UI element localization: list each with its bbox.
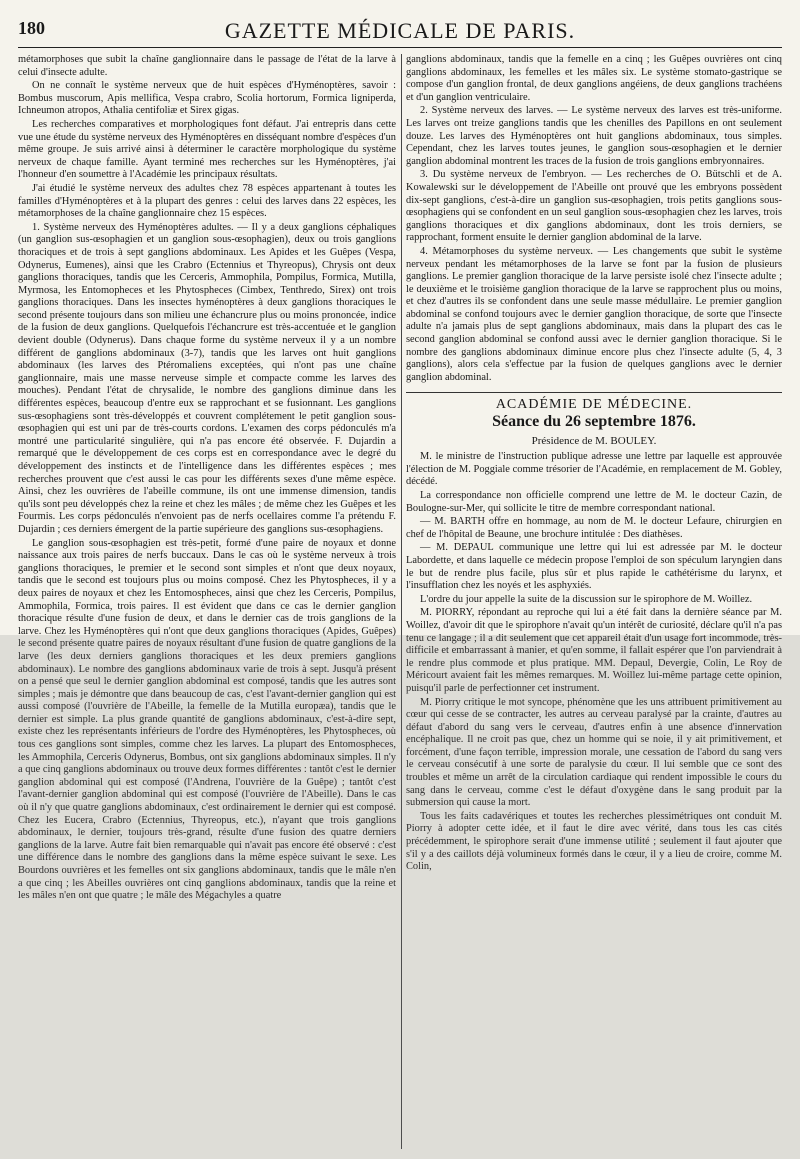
- paragraph: — M. DEPAUL communique une lettre qui lui est adressée par M. le docteur Labordette, et dans laquelle ce médecin propose l'emploi de son spéculum laryngien dans le but de rendre plus facile, plus sûr et plus rapide le cathétérisme du larynx, et l'insufflation chez les noyés et les asphyxiés.: [406, 542, 782, 592]
- column-divider: [401, 54, 402, 1149]
- paragraph: — M. BARTH offre en hommage, au nom de M. le docteur Lefaure, chirurgien en chef de l'hôpital de Beaune, une brochure intitulée : Des diathèses.: [406, 516, 782, 540]
- paragraph: ganglions abdominaux, tandis que la femelle en a cinq ; les Guêpes ouvrières ont cinq ganglions abdominaux, les femelles et les mâles six. Le système stomato-gastrique se compose d'un ganglion frontal, de deux ganglions angéiens, de deux ganglions trachéens et d'un ganglion ventriculaire.: [406, 54, 782, 103]
- paragraph: Le ganglion sous-œsophagien est très-petit, formé d'une paire de noyaux et donne naissance aux trois paires de nerfs buccaux. Dans le cas où le système nerveux à trois ganglions thoraciques, le premier et le second sont simples et n'ont que deux noyaux, tandis que le second est toujours plus ou moins composé. Chez les Phytospheces, il y a deux paires de noyaux et chez les Entomospheces, ainsi que chez les Cerceris, Pompilus, Ammophila, Formica, trois paires. Il est évident que dans ce cas le dernier ganglion thoracique résulte d'une fusion de deux, et dans le dernier cas de trois ganglions de la larve. Chez les Hyménoptères qui n'ont que deux ganglions thoraciques (Apides, Guêpes) le second présente quatre paires de noyaux résultant d'une fusion de quatre ganglions de la larve (les deux derniers ganglions thoraciques et les deux premiers ganglions abdominaux). Le nombre des ganglions abdominaux varie de trois à sept. Jusqu'à présent on a pensé que seul le dernier ganglion abdominal est composé, tandis que les autres sont simples ; mais je démontre que dans beaucoup de cas, c'est l'avant-dernier ganglion qui est aussi composé (l'ouvrière de l'Abeille, la femelle de la Mutilla europæa), tandis que le dernier est simple. La plus grande quantité de ganglions abdominaux, c'est-à-dire sept, existe chez les représentants inférieurs de l'ordre des Hyménoptères, les Phytospheces, où tous ces ganglions sont simples, comme chez les larves. La plupart des Entomospheces, les Ammophila, Cerceris Odynerus, Bombus, ont six ganglions abdominaux simples. Il n'y a que cinq ganglions abdominaux ou trouve deux formes différentes : tantôt c'est le dernier ganglion abdominal qui est composé (l'Andrena, l'ouvrière de la Guêpe) ; tantôt c'est l'avant-dernier ganglion abdominal qui est composé (l'ouvrière de l'Abeille). Dans le cas où il n'y que quatre ganglions abdominaux, c'est ordinairement le dernier qui est composé. Chez les Eucera, Crabro (Ectennius, Thyreopus, etc.), n'ayant que trois ganglions abdominaux, le dernier, toujours très-grand, résulte d'une fusion des quatre derniers ganglions de la larve. Autre fait bien remarquable qui n'avait pas encore été observé : c'est une différence dans le nombre des ganglions dans la même espèce suivant le sexe. Les Bourdons ouvrières et les femelles ont six ganglions abdominaux, tandis que le mâle n'en a que cinq ; les Abeilles ouvrières ont cinq ganglions abdominaux, tandis que la reine et les mâles n'en ont que quatre ; le mâle des Mégachyles a quatre: [18, 537, 396, 902]
- article-columns: [18, 54, 782, 1149]
- paragraph: 4. Métamorphoses du système nerveux. — Les changements que subit le système nerveux pendant les métamorphoses de la larve se font par la fusion de plusieurs ganglions. Le premier ganglion thoracique de la larve persiste isolé chez l'insecte adulte ; le deuxième et le troisième ganglion thoracique de la larve se rapprochent plus ou moins, et chez d'autres ils se confondent dans une seule masse médullaire. Le premier ganglion abdominal se confond toujours avec le dernier ganglion thoracique, de sorte que l'insecte adulte n'a jamais plus de sept ganglions abdominaux, mais dans la plupart des cas le second ganglion abdominal se confond aussi avec le dernier ganglion thoracique. Si le nombre des ganglions abdominaux diminue encore plus chez l'insecte adulte (5, 4, 3 ganglions), alors cela s'effectue par la fusion de quelques ganglions avec le dernier ganglion abdominal.: [406, 245, 782, 383]
- paragraph: L'ordre du jour appelle la suite de la discussion sur le spirophore de M. Woillez.: [420, 593, 753, 605]
- paragraph: 1. Système nerveux des Hyménoptères adultes. — Il y a deux ganglions céphaliques (un ganglion sus-œsophagien et un ganglion sous-œsophagien), deux ou trois ganglions thoraciques et de trois à sept ganglions abdominaux. Les Apides et les Guêpes (Vespa, Odynerus, Eumenes), ainsi que les Crabro (Ectennius et Thyreopus), Chrysis ont deux ganglions thoraciques, tandis que les Cerceris, Ammophila, Pompilus, Formica, Mutilla, Myrmosa, les Entomopheces et les Phytospheces (Cimbex, Tenthredo, Sirex) ont trois ganglions thoraciques. Dans les insectes hyménoptères à deux ganglions thoraciques le second présente toujours dans son milieu une échancrure plus ou moins prononcée, indice de la fusion de deux ganglions. Quelquefois l'échancrure est très-accentuée et le ganglion devient double (Odynerus). Dans chaque forme du système nerveux il y a un nombre différent de ganglions abdominaux (3-7), tandis que les larves ont huit ganglions abdominaux (les larves des Ptéromaliens exceptées, qui n'ont pas une chaîne ganglionnaire, mais une masse nerveuse simple et compacte comme les larves des mouches). Pendant l'état de chrysalide, le nombre des ganglions diminue dans les différentes espèces, beaucoup d'entre eux se rapprochant et se fusionnant. Les ganglions sus-œsophagiens sont très-développés et couvrent complétement le petit ganglion sous-œsophagien qui est uni par de très-courts cordons. L'examen des corps pédonculés m'a montré une particularité singulière, qui n'a pas encore été observée. F. Dujardin a remarqué que le développement de ces corps est en correspondance avec le degré du développement des instincts et de l'intelligence dans les différentes espèces ; mes recherches prouvent que c'est aussi le cas pour les différents sexes d'une même espèce. Ainsi, chez les ouvrières de l'abeille commune, ils ont une immense dimension, tandis qu'ils sont peu développés chez la reine et chez les mâles ; de même chez les Guêpes et les Fourmis. Les corps pédonculés n'envoient pas de nerfs ocellaires comme l'a prétendu F. Dujardin ; ces derniers émergent de la partie supérieure des ganglions sus-œsophagiens.: [18, 221, 396, 535]
- seance-heading: Séance du 26 septembre 1876.: [492, 413, 696, 431]
- paragraph: On ne connaît le système nerveux que de huit espèces d'Hyménoptères, savoir : Bombus muscorum, Apis mellifica, Vespa crabro, Scolia hortorum, Formica ligniperda, Ichneumon atropos, Athalia centifoliæ et Sirex gigas.: [18, 80, 396, 117]
- paragraph: J'ai étudié le système nerveux des adultes chez 78 espèces appartenant à toutes les familles d'Hyménoptères et à la plupart des genres : celui des larves dans 22 espèces, les métamorphoses de la chaîne ganglionnaire chez 15 espèces.: [18, 182, 396, 220]
- gazette-title: GAZETTE MÉDICALE DE PARIS.: [224, 18, 576, 43]
- presidence-line: Présidence de M. BOULEY.: [531, 434, 657, 447]
- paragraph: 3. Du système nerveux de l'embryon. — Les recherches de O. Bütschli et de A. Kowalewski sur le développement de l'Abeille ont prouvé que les embryons possèdent dix-sept ganglions, c'est-à-dire un ganglion sus-œsophagien, trois petits ganglions sous-œsophagiens qui se confondent en un seul ganglion sous-œsophagien chez les larves, trois ganglions thoraciques et dix ganglions abdominaux, dont les trois derniers, se rapprochant, forment ensuite le dernier ganglion abdominal de la larve.: [406, 169, 782, 244]
- section-title: ACADÉMIE DE MÉDECINE.: [406, 392, 782, 412]
- paragraph: métamorphoses que subit la chaîne ganglionnaire dans le passage de l'état de la larve à celui d'insecte adulte.: [18, 54, 396, 78]
- paragraph: Les recherches comparatives et morphologiques font défaut. J'ai entrepris dans cette vue une étude du système nerveux des Hyménoptères en disséquant nombre d'espèces d'un même groupe. Je suis arrivé ainsi à déterminer le caractère morphologique du système nerveux de chaque famille. Ayant terminé mes recherches sur les Hyménoptères, j'ai l'honneur d'en soumettre à l'Académie les principaux résultats.: [18, 118, 396, 181]
- right-column: [406, 54, 782, 1149]
- paragraph: M. Piorry critique le mot syncope, phénomène que les uns attribuent primitivement au cœur qui cesse de se contracter, les autres au cerveau paralysé par la crainte, d'autres au défaut d'abord du sang vers le cerveau, d'autres enfin à une absence d'innervation encéphalique. Il ne croit pas que, chez un homme qui se noie, il y ait primitivement, et forcément, d'une façon terrible, impression morale, une cessation de l'abord du sang vers le cerveau consécutif à une sorte de paralysie du cœur. Il lui semble que ce sont des troubles et même un arrêt de la circulation cardiaque qui rendent impossible le cours du sang dans le cerveau, comme c'est le défaut d'oxygène dans le sang produit par la submersion qui cause la mort.: [406, 696, 782, 809]
- paragraph: Tous les faits cadavériques et toutes les recherches plessimétriques ont conduit M. Piorry à adopter cette idée, et il faut le dire avec vérité, dans tous les cas cités précédemment, le spirophore serait d'une immense utilité ; seulement il faut ajouter que s'il y a des caillots déjà volumineux formés dans le cœur, il y a lieu de croire, comme M. Colin,: [406, 810, 782, 873]
- paragraph: 2. Système nerveux des larves. — Le système nerveux des larves est très-uniforme. Les larves ont treize ganglions tandis que les chenilles des Papillons en ont seulement douze. Les larves des Hyménoptères ont huit ganglions abdominaux, tous simples. Cependant, chez les larves toutes jeunes, le ganglion sous-œsophagien et le dernier ganglion abdominal montrent les traces de la fusion de trois ganglions embryonnaires.: [406, 105, 782, 167]
- paragraph: M. PIORRY, répondant au reproche qui lui a été fait dans la dernière séance par M. Woillez, d'avoir dit que le spirophore n'avait qu'un intérêt de curiosité, déclare qu'il n'a pas tenu ce langage ; il a dit seulement que cet appareil était d'un usage fort incommode, très-difficile et embarrassant à manier, et qu'en somme, il fallait espérer que l'on parviendrait à le rendre plus commode et plus pratique. MM. Depaul, Devergie, Colin, Le Roy de Méricourt avaient fait les mêmes remarques. M. Woillez lui-même partage cette opinion, puisqu'il parle de perfectionner cet instrument.: [406, 607, 782, 694]
- page-number: 180: [18, 18, 45, 38]
- left-column: [18, 54, 396, 1149]
- paragraph: La correspondance non officielle comprend une lettre de M. le docteur Cazin, de Boulogne-sur-Mer, qui sollicite le titre de membre correspondant national.: [406, 490, 782, 514]
- page-header: [18, 12, 782, 48]
- paragraph: M. le ministre de l'instruction publique adresse une lettre par laquelle est approuvée l'élection de M. Poggiale comme trésorier de l'Académie, en remplacement de M. Gobley, décédé.: [406, 451, 782, 488]
